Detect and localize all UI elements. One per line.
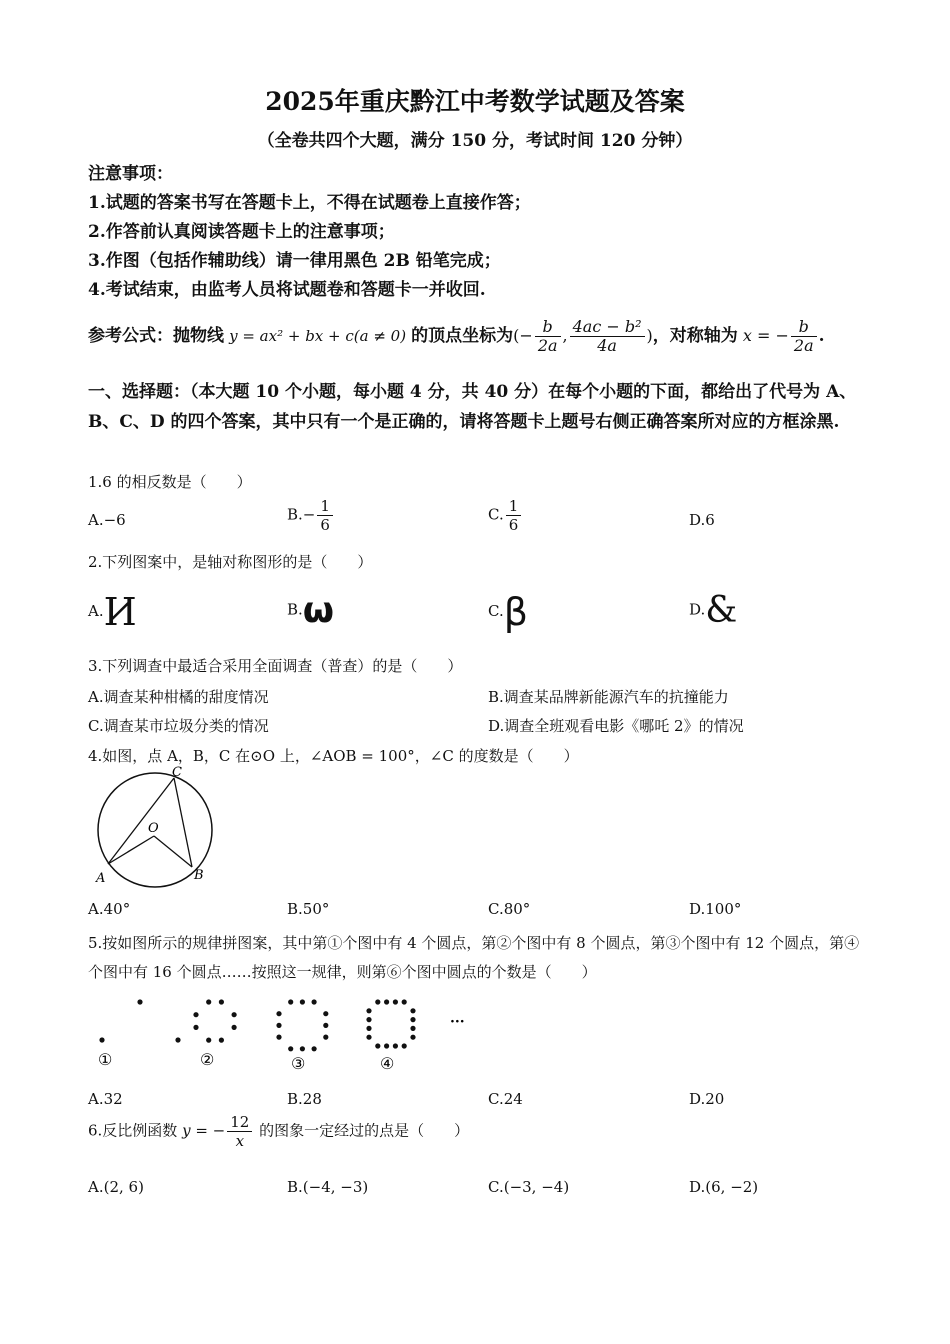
pattern-dot xyxy=(99,1037,104,1042)
formula-prefix: 参考公式：抛物线 xyxy=(88,326,224,346)
pattern-dot xyxy=(410,1035,415,1040)
q1-option-c: C. $\frac{1}{6}$ xyxy=(488,497,523,534)
q3-option-c: C.调查某市垃圾分类的情况 xyxy=(88,717,269,735)
pattern-dot xyxy=(219,1038,224,1043)
q3-option-a: A.调查某种柑橘的甜度情况 xyxy=(88,688,269,706)
pattern-dot xyxy=(375,1043,380,1048)
label-c: C xyxy=(172,765,182,780)
pattern-dot xyxy=(384,999,389,1004)
question-2-stem: 2.下列图案中，是轴对称图形的是（ ） xyxy=(88,553,373,571)
pattern-dot xyxy=(410,1008,415,1013)
note-item: 3.作图（包括作辅助线）请一律用黑色 2B 铅笔完成； xyxy=(88,251,501,271)
section-one-instructions: 一、选择题：（本大题 10 个小题，每小题 4 分，共 40 分）在每个小题的下面，都给出了代号为 A、B、C、D 的四个答案，其中只有一个是正确的，请将答题卡上题号右侧正确答案所对应的方框涂黑. xyxy=(88,382,857,432)
pattern-dot xyxy=(276,1035,281,1040)
question-5-stem: 5.按如图所示的规律拼图案，其中第①个图中有 4 个圆点，第②个图中有 8 个圆点，第③个图中有 12 个圆点，第④个图中有 16 个圆点……按照这一规律，则第⑥个图中圆点的个数是（ ） xyxy=(88,934,860,981)
pattern-dot xyxy=(300,1046,305,1051)
q2-option-b: B.ω xyxy=(287,590,335,631)
pattern-dot xyxy=(402,999,407,1004)
question-1-stem: 1.6 的相反数是（ ） xyxy=(88,473,252,491)
note-item: 2.作答前认真阅读答题卡上的注意事项； xyxy=(88,222,395,242)
pattern-dot xyxy=(402,1043,407,1048)
pattern-dot xyxy=(366,1017,371,1022)
page-title: 2025年重庆黔江中考数学试题及答案 xyxy=(265,87,685,116)
vertex-open: (− xyxy=(513,326,533,345)
pattern-3-dots xyxy=(276,999,328,1051)
pattern-dot xyxy=(323,1011,328,1016)
ampersand-glyph: & xyxy=(705,590,738,631)
q2-option-c: C.β xyxy=(488,590,528,634)
q4-option-c: C.80° xyxy=(488,900,531,918)
pattern-dot xyxy=(300,999,305,1004)
note-item: 4.考试结束，由监考人员将试题卷和答题卡一并收回. xyxy=(88,280,486,300)
pattern-dot xyxy=(366,1026,371,1031)
pattern-dot xyxy=(232,1012,237,1017)
pattern-dot xyxy=(393,1043,398,1048)
pattern-dot xyxy=(288,999,293,1004)
pattern-dot xyxy=(312,999,317,1004)
pattern-label-2: ② xyxy=(200,1050,215,1069)
pattern-dot xyxy=(288,1046,293,1051)
pattern-dot xyxy=(276,1023,281,1028)
q5-option-b: B.28 xyxy=(287,1090,322,1108)
q5-option-c: C.24 xyxy=(488,1090,523,1108)
pattern-dot xyxy=(375,999,380,1004)
pattern-dot xyxy=(384,1043,389,1048)
label-b: B xyxy=(194,868,204,883)
formula-equation: y = ax² + bx + c(a ≠ 0) xyxy=(229,327,407,345)
omega-glyph: ω xyxy=(302,590,335,631)
question-4-stem: 4.如图，点 A，B，C 在⊙O 上，∠AOB = 100°，∠C 的度数是（ ） xyxy=(88,747,579,765)
pattern-4-dots xyxy=(366,999,415,1048)
pattern-dot xyxy=(206,1038,211,1043)
q4-option-a: A.40° xyxy=(88,900,131,918)
label-o: O xyxy=(148,821,159,836)
q3-option-b: B.调查某品牌新能源汽车的抗撞能力 xyxy=(488,688,729,706)
pattern-label-3: ③ xyxy=(291,1054,306,1073)
segment-cb xyxy=(174,778,192,867)
label-a: A xyxy=(96,871,106,886)
segment-ao xyxy=(108,836,154,864)
formula-mid: 的顶点坐标为 xyxy=(411,326,514,346)
pattern-dot xyxy=(175,1037,180,1042)
pattern-dot xyxy=(193,1012,198,1017)
q3-option-d: D.调查全班观看电影《哪吒 2》的情况 xyxy=(488,717,744,735)
page-subtitle: （全卷共四个大题，满分 150 分，考试时间 120 分钟） xyxy=(257,131,693,151)
pattern-dot xyxy=(323,1035,328,1040)
q1-option-d: D.6 xyxy=(689,511,715,529)
q1-option-a: A.−6 xyxy=(88,511,126,529)
q2-option-a: A.И xyxy=(88,590,137,634)
note-item: 1.试题的答案书写在答题卡上，不得在试题卷上直接作答； xyxy=(88,193,531,213)
pattern-label-4: ④ xyxy=(380,1054,395,1073)
pattern-dot xyxy=(276,1011,281,1016)
pattern-dot xyxy=(323,1023,328,1028)
axis-equation: x = − xyxy=(742,326,789,345)
vertex-close: ) xyxy=(646,326,653,345)
pattern-dot xyxy=(232,1025,237,1030)
q5-option-d: D.20 xyxy=(689,1090,725,1108)
circle-angle-figure xyxy=(88,764,223,892)
q2-option-d: D.& xyxy=(689,590,738,631)
beta-glyph: β xyxy=(503,590,528,634)
vertex-y-fraction: $\frac{\text{4ac − b²}}{4a}$ xyxy=(570,318,645,355)
pattern-dot xyxy=(366,1035,371,1040)
pattern-dot xyxy=(366,1008,371,1013)
q1-option-b: B.− $\frac{1}{6}$ xyxy=(287,497,335,534)
q6-option-d: D.(6, −2) xyxy=(689,1178,759,1196)
q6-option-b: B.(−4, −3) xyxy=(287,1178,369,1196)
vertex-x-fraction: $\frac{b}{2a}$ xyxy=(535,318,561,355)
q4-option-b: B.50° xyxy=(287,900,330,918)
axis-label: ，对称轴为 xyxy=(652,326,738,346)
pattern-dot xyxy=(206,999,211,1004)
notes-heading: 注意事项： xyxy=(88,164,173,184)
pattern-dot xyxy=(219,999,224,1004)
pattern-dot xyxy=(137,999,142,1004)
pattern-2-dots xyxy=(193,999,236,1042)
pattern-dot xyxy=(312,1046,317,1051)
pattern-label-1: ① xyxy=(98,1050,113,1069)
reference-formula: 参考公式：抛物线 y = ax² + bx + c(a ≠ 0) 的顶点坐标为(− $\frac{b}{2a}$ , $\frac{\text{4ac − b²}}{4a}$ )，对称轴为 x = − $\frac{b}{2a}$ . xyxy=(88,317,825,355)
reversed-n-glyph: И xyxy=(103,590,137,634)
question-6-stem: 6.反比例函数 y = − $\frac{12}{x}$ 的图象一定经过的点是（ ） xyxy=(88,1113,470,1150)
pattern-dot xyxy=(193,1025,198,1030)
pattern-dot xyxy=(393,999,398,1004)
pattern-dot xyxy=(410,1017,415,1022)
q6-option-c: C.(−3, −4) xyxy=(488,1178,570,1196)
segment-ac xyxy=(108,778,174,864)
axis-fraction: $\frac{b}{2a}$ xyxy=(791,318,817,355)
pattern-dot xyxy=(410,1026,415,1031)
q4-option-d: D.100° xyxy=(689,900,742,918)
q6-option-a: A.(2, 6) xyxy=(88,1178,144,1196)
question-3-stem: 3.下列调查中最适合采用全面调查（普查）的是（ ） xyxy=(88,657,463,675)
pattern-ellipsis: ··· xyxy=(450,1014,465,1030)
q5-option-a: A.32 xyxy=(88,1090,123,1108)
dot-pattern-figure xyxy=(88,992,488,1074)
